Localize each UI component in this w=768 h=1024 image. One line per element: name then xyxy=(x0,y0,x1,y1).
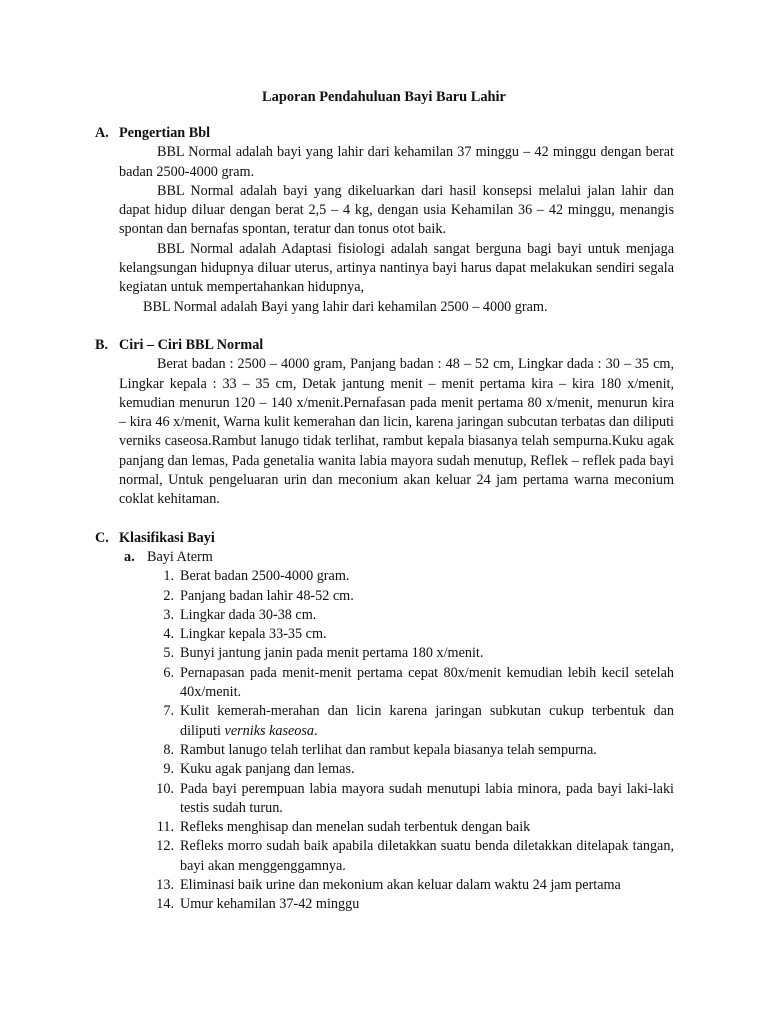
list-item xyxy=(150,780,674,819)
list-number: 2. xyxy=(163,587,174,604)
section-title: Pengertian Bbl xyxy=(119,125,211,141)
section-letter: C. xyxy=(95,529,109,546)
section-heading xyxy=(95,529,674,548)
list-text: Eliminasi baik urine dan mekonium akan keluar dalam waktu 24 jam pertama xyxy=(180,876,621,893)
list-number: 1. xyxy=(163,568,174,585)
list-number: 6. xyxy=(163,664,174,681)
list-number: 9. xyxy=(163,761,174,778)
list-item xyxy=(150,567,674,586)
list-number: 12. xyxy=(156,838,174,855)
list-item xyxy=(150,625,674,644)
list-item xyxy=(150,837,674,876)
list-number: 8. xyxy=(163,741,174,758)
list-item xyxy=(150,644,674,663)
list-text: Rambut lanugo telah terlihat dan rambut kepala biasanya telah sempurna. xyxy=(180,741,597,758)
list-text: Bunyi jantung janin pada menit pertama 180 x/menit. xyxy=(180,645,484,662)
section-title: Klasifikasi Bayi xyxy=(119,529,215,546)
list-text: Lingkar kepala 33-35 cm. xyxy=(180,626,327,643)
list-number: 14. xyxy=(156,896,174,913)
section-letter: A. xyxy=(95,125,109,141)
list-text: Pada bayi perempuan labia mayora sudah menutupi labia minora, pada bayi laki-laki testis sudah turun. xyxy=(180,780,674,816)
section-letter: B. xyxy=(95,336,109,353)
document-body xyxy=(95,124,674,934)
list-text: Lingkar dada 30-38 cm. xyxy=(180,606,317,623)
list-text: Kulit kemerah-merahan dan licin karena jaringan subkutan cukup terbentuk dan diliputi xyxy=(180,703,674,739)
list-number: 11. xyxy=(156,819,174,836)
list-text: Kuku agak panjang dan lemas. xyxy=(180,761,355,778)
subsection-heading xyxy=(124,548,674,567)
list-text: Pernapasan pada menit-menit pertama cepat 80x/menit kemudian lebih kecil setelah 40x/menit. xyxy=(180,664,674,701)
list-number: 10. xyxy=(156,780,174,797)
list-number: 3. xyxy=(163,606,174,623)
section-body xyxy=(119,355,674,509)
section-pengertian xyxy=(95,124,674,317)
document-title: Laporan Pendahuluan Bayi Baru Lahir xyxy=(262,89,506,105)
list-item xyxy=(150,895,674,914)
list-number: 5. xyxy=(163,645,174,662)
list-text-suffix: . xyxy=(313,722,318,739)
list-text: Panjang badan lahir 48-52 cm. xyxy=(180,587,354,604)
list-item xyxy=(150,760,674,779)
list-item xyxy=(150,587,674,606)
subsection-title: Bayi Aterm xyxy=(147,548,213,565)
section-body xyxy=(119,143,674,317)
list-item xyxy=(150,876,674,895)
list-item xyxy=(150,741,674,760)
list-text: Umur kehamilan 37-42 minggu xyxy=(180,896,360,913)
list-number: 13. xyxy=(156,876,174,893)
paragraph: BBL Normal adalah bayi yang dikeluarkan dari hasil konsepsi melalui jalan lahir dan dapat hidup diluar dengan berat 2,5 – 4 kg, dengan usia Kehamilan 36 – 42 minggu, menangis spontan dan bernafas spontan, teratur dan tonus otot baik. xyxy=(119,182,674,238)
list-text: Refleks menghisap dan menelan sudah terbentuk dengan baik xyxy=(180,819,531,836)
section-ciri xyxy=(95,336,674,510)
list-item xyxy=(150,664,674,703)
list-text: Berat badan 2500-4000 gram. xyxy=(180,568,350,585)
paragraph: BBL Normal adalah Bayi yang lahir dari kehamilan 2500 – 4000 gram. xyxy=(143,298,548,315)
list-item xyxy=(150,606,674,625)
section-klasifikasi xyxy=(95,529,674,915)
section-title: Ciri – Ciri BBL Normal xyxy=(119,336,264,353)
list-number: 4. xyxy=(163,626,174,643)
list-text-italic: verniks kaseosa xyxy=(224,722,314,739)
subsection-letter: a. xyxy=(124,548,135,565)
section-heading xyxy=(95,124,674,143)
list-text: Refleks morro sudah baik apabila diletakkan suatu benda diletakkan ditelapak tangan, bayi akan menggenggamnya. xyxy=(180,838,674,874)
criteria-list xyxy=(150,567,674,914)
list-item xyxy=(150,818,674,837)
paragraph: BBL Normal adalah Adaptasi fisiologi adalah sangat berguna bagi bayi untuk menjaga kelangsungan hidupnya diluar uterus, artinya nantinya bayi harus dapat melakukan sendiri segala kegiatan untuk mempertahankan hidupnya, xyxy=(119,240,674,296)
list-text-container xyxy=(180,702,674,741)
paragraph: Berat badan : 2500 – 4000 gram, Panjang badan : 48 – 52 cm, Lingkar dada : 30 – 35 cm, Lingkar kepala : 33 – 35 cm, Detak jantung menit – menit pertama kira – kira 180 x/menit, kemudian menurun 120 – 140 x/menit.Pernafasan pada menit pertama 80 x/menit, menurun kira – kira 46 x/menit, Warna kulit kemerahan dan licin, karena jaringan subcutan terbatas dan diliputi verniks caseosa.Rambut lanugo tidak terlihat, rambut kepala biasanya telah sempurna.Kuku agak panjang dan lemas, Pada genetalia wanita labia mayora sudah menutup, Reflek – reflek pada bayi normal, Untuk pengeluaran urin dan meconium akan keluar 24 jam pertama warna meconium coklat kehitaman. xyxy=(119,356,674,508)
paragraph: BBL Normal adalah bayi yang lahir dari kehamilan 37 minggu – 42 minggu dengan berat badan 2500-4000 gram. xyxy=(119,144,674,180)
section-heading xyxy=(95,336,674,355)
list-item xyxy=(150,702,674,741)
list-number: 7. xyxy=(163,703,174,720)
